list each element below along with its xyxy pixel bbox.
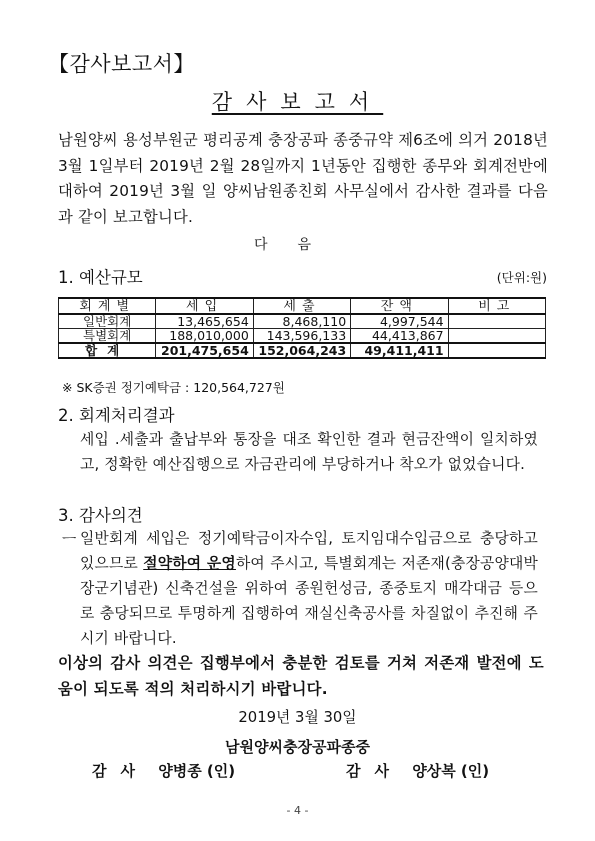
total-balance: 49,411,411 — [351, 343, 448, 358]
unit-label: (단위:원) — [496, 270, 547, 285]
section2-body: 세입 .세출과 출납부와 통장을 대조 확인한 결과 현금잔액이 일치하였고, 정확한 예산집행으로 자금관리에 부당하거나 착오가 없었습니다. — [80, 431, 538, 473]
balance-cell: 44,413,867 — [351, 329, 448, 344]
budget-table — [58, 297, 546, 359]
report-date: 2019년 3월 30일 — [238, 709, 357, 726]
header-cell: 세출 — [253, 298, 350, 314]
section3-body — [80, 526, 538, 651]
expense-cell: 143,596,133 — [253, 329, 350, 344]
table-header-row — [59, 298, 546, 314]
section-heading-da-eum: 다음 — [253, 237, 342, 253]
auditor-name: 양상복 (인) — [412, 762, 490, 780]
income-cell: 188,010,000 — [156, 329, 253, 344]
section1-title: 1. 예산규모 — [58, 268, 143, 287]
income-cell: 13,465,654 — [156, 314, 253, 329]
header-cell: 비고 — [448, 298, 545, 314]
section3-title: 3. 감사의견 — [58, 506, 143, 525]
auditor-name: 양병종 (인) — [158, 762, 236, 780]
header-cell: 회계별 — [59, 298, 156, 314]
closing-paragraph: 이상의 감사 의견은 집행부에서 충분한 검토를 거쳐 저존재 발전에 도움이 되도록 적의 처리하시기 바랍니다. — [58, 654, 544, 698]
total-income: 201,475,654 — [156, 343, 253, 358]
expense-cell: 8,468,110 — [253, 314, 350, 329]
table-row — [59, 314, 546, 329]
auditor-2 — [346, 760, 489, 781]
account-name: 일반회계 — [59, 314, 156, 329]
balance-cell: 4,997,544 — [351, 314, 448, 329]
auditor-role: 감사 — [346, 762, 403, 780]
organization-name: 남원양씨충장공파종중 — [225, 738, 370, 756]
auditor-1 — [92, 760, 235, 781]
opinion-text-start: 일반회계 세입은 정기예탁금이자수입, 토지임대수입금으로 충당하고 있으므로 — [80, 530, 538, 572]
document-label: 【감사보고서】 — [48, 52, 195, 76]
auditor-role: 감사 — [92, 762, 149, 780]
total-note — [448, 343, 545, 358]
page-number: - 4 - — [286, 804, 309, 817]
account-name: 특별회계 — [59, 329, 156, 344]
table-total-row — [59, 343, 546, 358]
table-row — [59, 329, 546, 344]
opinion-emphasis: 절약하여 운영 — [143, 555, 236, 572]
deposit-note: ※ SK증권 정기예탁금 : 120,564,727원 — [62, 380, 285, 395]
header-cell: 세입 — [156, 298, 253, 314]
opinion-dash: ㅡ — [62, 531, 77, 548]
intro-paragraph: 남원양씨 용성부원군 평리공계 충장공파 종중규약 제6조에 의거 2018년 3월 1일부터 2019년 2월 28일까지 1년동안 집행한 종무와 회계전반에 대하여 2019년 3월 일 양씨남원종친회 사무실에서 감사한 결과를 다음과 같이 보고합니다. — [58, 131, 548, 226]
total-label: 합계 — [59, 343, 156, 358]
total-expense: 152,064,243 — [253, 343, 350, 358]
header-cell: 잔액 — [351, 298, 448, 314]
note-cell — [448, 314, 545, 329]
section2-title: 2. 회계처리결과 — [58, 406, 175, 425]
note-cell — [448, 329, 545, 344]
opinion-text-end: 하여 주시고, 특별회계는 저존재(충장공양대박장군기념관) 신축건설을 위하여 종원헌성금, 종중토지 매각대금 등으로 충당되므로 투명하게 집행하여 재실신축공사를 차질없이 추진해 주시기 바랍니다. — [80, 555, 538, 647]
page-title: 감사보고서 — [211, 90, 384, 114]
